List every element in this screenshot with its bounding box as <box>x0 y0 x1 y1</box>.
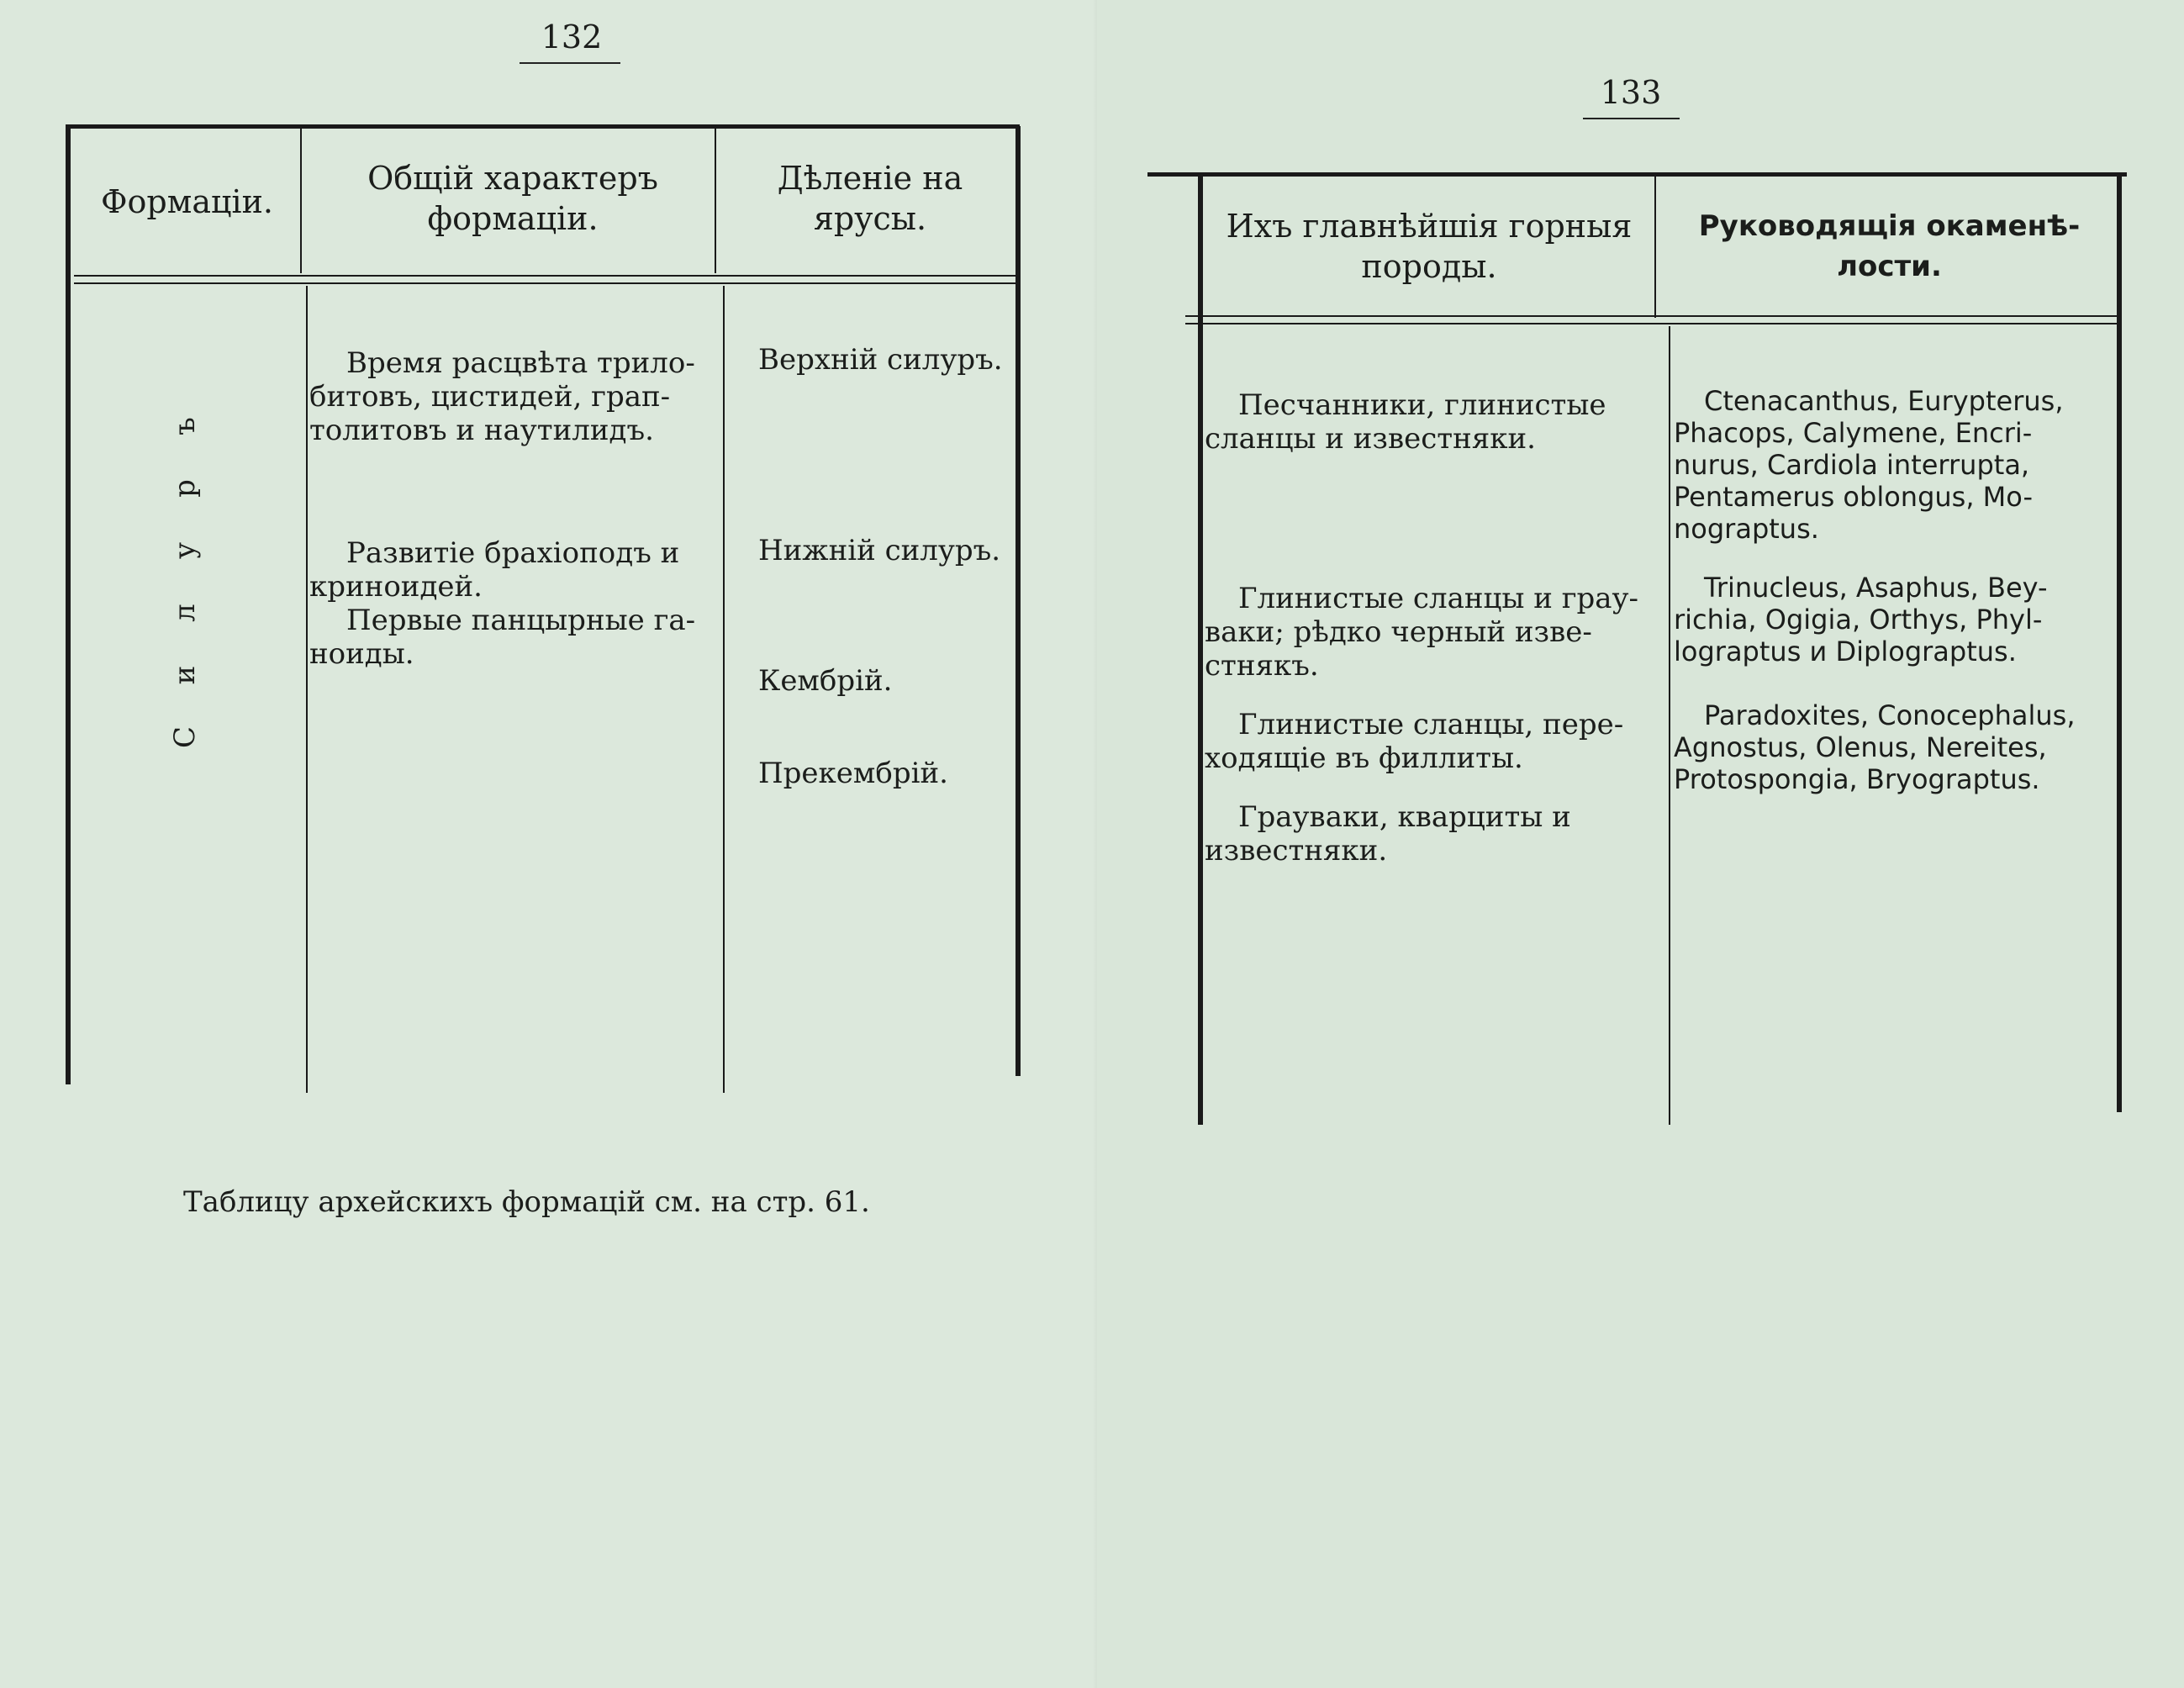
character-entry-1: Время расцвѣта трило- битовъ, цистидей, грап- толитовъ и наутилидъ. <box>309 346 695 447</box>
stage-precambrian: Прекембрій. <box>758 757 948 790</box>
right-table-header-rule-1 <box>1185 315 2117 317</box>
right-table-left-border <box>1198 175 1203 1125</box>
header-rocks: Ихъ главнѣйшія горныя породы. <box>1226 208 1633 285</box>
stage-cambrian: Кембрій. <box>758 664 893 698</box>
right-table-top-rule <box>1147 172 2127 177</box>
left-page-number-rule <box>520 62 620 64</box>
left-table-col-divider-2 <box>715 126 716 273</box>
stage-upper-silur: Верхній силуръ. <box>758 343 1003 377</box>
right-table-header-rule-2 <box>1185 323 2117 324</box>
right-page <box>1097 0 2184 1688</box>
rocks-entry-2: Глинистые сланцы и грау- ваки; рѣдко черный изве- стнякъ. <box>1205 582 1639 683</box>
formation-letter: у <box>168 542 202 560</box>
formation-name-silur <box>168 395 202 768</box>
right-table-col-divider-b <box>1669 326 1670 1125</box>
left-table-col-divider-1 <box>300 126 302 273</box>
header-formations: Формаціи. <box>101 183 273 220</box>
stage-lower-silur: Нижній силуръ. <box>758 534 1001 567</box>
right-page-number: 133 <box>1600 74 1662 111</box>
left-page-number: 132 <box>541 18 603 55</box>
left-table-col-divider-1b <box>306 286 308 1093</box>
footnote: Таблицу архейскихъ формацій см. на стр. 61. <box>183 1185 870 1219</box>
right-table-right-border <box>2117 175 2122 1112</box>
header-division: Дѣленіе на ярусы. <box>777 160 963 237</box>
header-fossils: Руководящія окаменѣ-лости. <box>1698 209 2081 283</box>
fossils-entry-3: Paradoxites, Conocephalus, Agnostus, Olenus, Nereites, Protospongia, Bryograptus. <box>1674 699 2076 795</box>
formation-letter: С <box>168 726 202 749</box>
rocks-entry-4: Грауваки, кварциты и известняки. <box>1205 800 1571 868</box>
left-table-col-divider-2b <box>723 286 725 1093</box>
header-general-character: Общій характеръ формаціи. <box>367 160 658 237</box>
fossils-entry-1: Ctenacanthus, Eurypterus, Phacops, Calymene, Encri- nurus, Cardiola interrupta, Pentamerus oblongus, Mo- nograptus. <box>1674 385 2064 545</box>
right-page-number-rule <box>1583 118 1680 119</box>
left-table-header-rule-1 <box>74 275 1020 277</box>
right-table-col-divider <box>1654 175 1656 318</box>
formation-letter: р <box>168 479 202 498</box>
left-table-top-rule <box>66 124 1020 129</box>
rocks-entry-3: Глинистые сланцы, пере- ходящіе въ филлиты. <box>1205 708 1624 775</box>
character-entry-3: Первые панцырные га- ноиды. <box>309 604 696 671</box>
formation-letter: ъ <box>168 417 202 435</box>
fossils-entry-2: Trinucleus, Asaphus, Bey- richia, Ogigia, Orthys, Phyl- lograptus и Diplograptus. <box>1674 572 2048 667</box>
formation-letter: и <box>168 665 202 685</box>
character-entry-2: Развитіе брахіоподъ и криноидей. <box>309 536 680 604</box>
left-table-right-border <box>1016 126 1021 1076</box>
left-table-header-rule-2 <box>74 282 1020 284</box>
left-table-left-border <box>66 126 71 1084</box>
formation-letter: л <box>168 604 202 622</box>
rocks-entry-1: Песчанники, глинистые сланцы и известняки. <box>1205 388 1606 456</box>
